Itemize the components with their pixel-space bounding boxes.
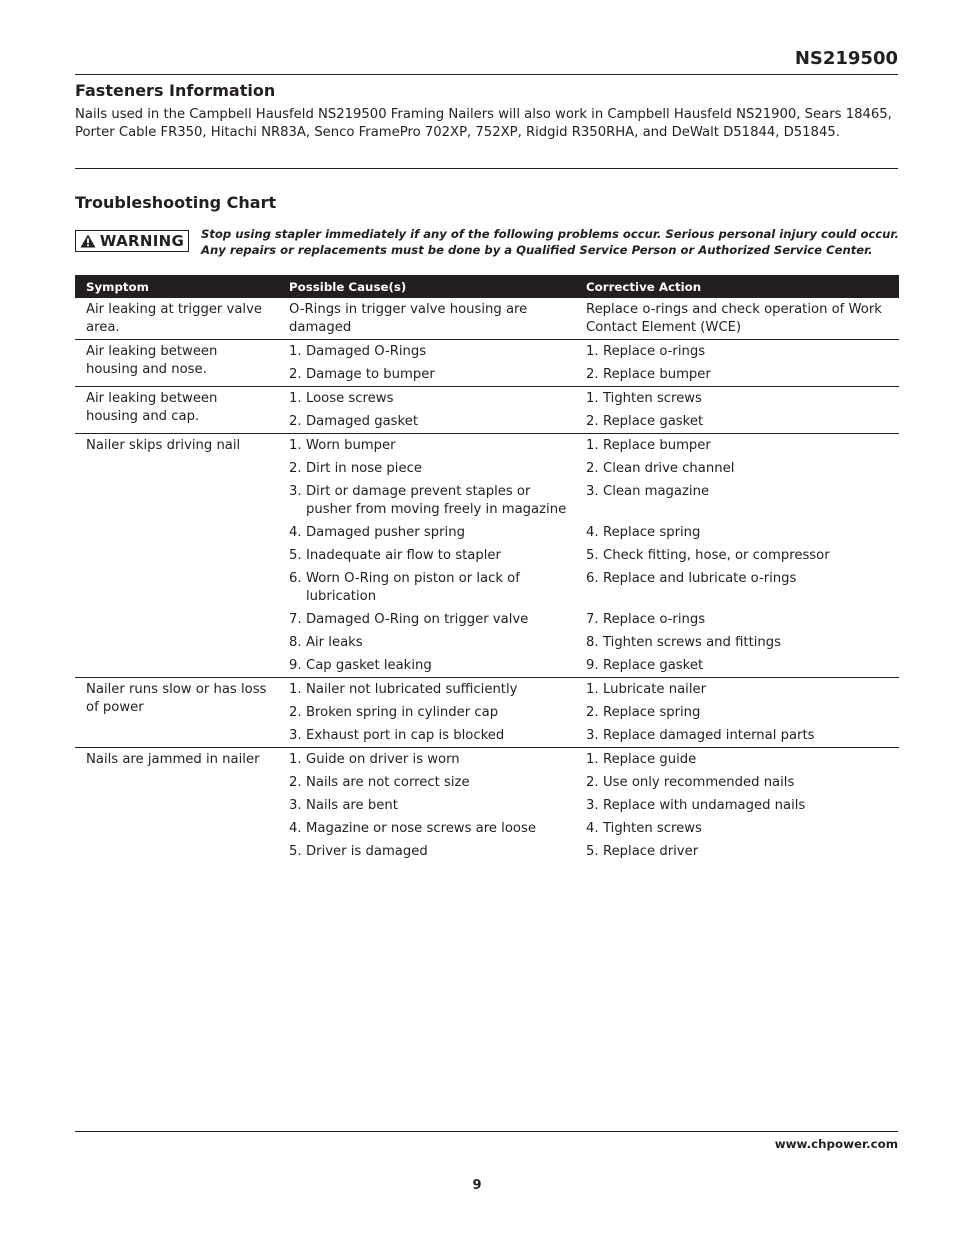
action-text: Replace gasket [603,658,704,673]
action-number: 6. [586,571,599,586]
cause-item [283,657,580,675]
cause-cell [283,748,580,864]
column-header-actions: Corrective Action [580,275,899,298]
cause-item [283,727,580,745]
action-number: 9. [586,658,599,673]
cause-number: 3. [289,798,302,813]
cause-number: 1. [289,438,302,453]
action-number: 1. [586,438,599,453]
cause-item [283,774,580,792]
cause-text: Loose screws [306,391,394,406]
symptom-cell: Air leaking between housing and cap. [75,387,283,434]
cause-number: 4. [289,525,302,540]
action-item [580,634,899,652]
action-text: Replace o-rings [603,344,706,359]
warning-text [201,226,901,258]
symptom-cell: Nails are jammed in nailer [86,752,260,767]
cause-number: 2. [289,414,302,429]
cause-item [283,611,580,629]
cause-cell [283,434,580,678]
action-number: 2. [586,367,599,382]
column-header-symptom: Symptom [75,275,283,298]
cause-text: Damaged pusher spring [306,525,465,540]
header-divider [75,74,898,75]
action-text: Tighten screws and fittings [603,635,782,650]
cause-number: 1. [289,391,302,406]
cause-item [283,524,580,542]
cause-text: Cap gasket leaking [306,658,432,673]
action-text: Replace spring [603,525,701,540]
cause-number: 2. [289,461,302,476]
action-cell [580,340,899,387]
action-cell [580,678,899,748]
cause-text: Damaged O-Rings [306,344,427,359]
troubleshooting-table [75,275,899,863]
action-text: Clean drive channel [603,461,735,476]
action-text: Replace o-rings [603,612,706,627]
cause-item [283,483,580,519]
cause-text: Worn bumper [306,438,396,453]
action-cell [580,298,899,340]
action-number: 1. [586,391,599,406]
action-text: Replace o-rings and check operation of Work Contact Element (WCE) [586,302,882,335]
cause-number: 6. [289,571,302,586]
cause-text: Air leaks [306,635,363,650]
cause-item [283,751,580,769]
symptom-cell: Air leaking at trigger valve area. [75,298,283,340]
table-header-row [75,275,899,298]
warning-label-text: WARNING [99,232,185,250]
cause-number: 2. [289,705,302,720]
action-item [580,570,899,606]
action-text: Replace bumper [603,438,711,453]
action-number: 3. [586,798,599,813]
cause-number: 2. [289,775,302,790]
action-number: 2. [586,414,599,429]
action-text: Replace with undamaged nails [603,798,806,813]
cause-cell [283,340,580,387]
action-item [580,437,899,455]
action-cell [580,387,899,434]
cause-number: 4. [289,821,302,836]
cause-text: Nails are not correct size [306,775,470,790]
troubleshooting-heading: Troubleshooting Chart [75,193,277,212]
action-text: Tighten screws [603,391,702,406]
cause-text: Damage to bumper [306,367,435,382]
action-number: 7. [586,612,599,627]
action-number: 1. [586,344,599,359]
cause-number: 7. [289,612,302,627]
table-row [75,678,899,748]
cause-item [283,413,580,431]
cause-cell [283,387,580,434]
fasteners-heading: Fasteners Information [75,81,276,100]
cause-item [283,681,580,699]
action-item [580,343,899,361]
footer-divider [75,1131,898,1132]
action-item [580,483,899,519]
action-item [580,524,899,542]
action-number: 4. [586,821,599,836]
table-row [75,340,899,387]
symptom-cell: Nailer skips driving nail [75,434,283,678]
action-number: 3. [586,728,599,743]
action-item [580,820,899,838]
action-number: 2. [586,461,599,476]
cause-text: Damaged gasket [306,414,418,429]
cause-text: Nailer not lubricated sufficiently [306,682,518,697]
action-text: Replace driver [603,844,699,859]
action-item [580,704,899,722]
action-text: Check fitting, hose, or compressor [603,548,830,563]
action-cell [580,748,899,864]
action-text: Replace damaged internal parts [603,728,815,743]
cause-text: Broken spring in cylinder cap [306,705,499,720]
action-item [580,547,899,565]
action-item [580,681,899,699]
action-item [580,797,899,815]
cause-text: Nails are bent [306,798,398,813]
model-number: NS219500 [794,48,898,69]
action-text: Lubricate nailer [603,682,707,697]
cause-item [283,547,580,565]
action-number: 1. [586,682,599,697]
table-row [75,748,899,864]
table-row [75,298,899,340]
cause-number: 3. [289,728,302,743]
cause-item [283,437,580,455]
action-item [580,460,899,478]
warning-line-2: Any repairs or replacements must be done by a Qualified Service Person or Authorized Service Center. [201,243,873,257]
cause-item [283,843,580,861]
action-text: Use only recommended nails [603,775,795,790]
cause-item [283,366,580,384]
action-item [580,366,899,384]
action-number: 5. [586,548,599,563]
fasteners-text: Nails used in the Campbell Hausfeld NS219500 Framing Nailers will also work in Campbell Hausfeld NS21900, Sears 18465, Porter Cable FR350, Hitachi NR83A, Senco FramePro 702XP, 752XP, Ridgid R350RHA, and DeWalt D51844, D51845. [75,107,892,140]
column-header-causes: Possible Cause(s) [283,275,580,298]
cause-text: Dirt or damage prevent staples or pusher from moving freely in magazine [306,484,567,517]
action-item [580,751,899,769]
cause-number: 2. [289,367,302,382]
action-number: 1. [586,752,599,767]
cause-number: 1. [289,752,302,767]
action-number: 3. [586,484,599,499]
cause-item [283,460,580,478]
cause-number: 5. [289,548,302,563]
cause-text: Dirt in nose piece [306,461,422,476]
action-item [580,413,899,431]
section-divider [75,168,898,169]
action-text: Clean magazine [603,484,710,499]
table-row [75,434,899,678]
cause-item [283,343,580,361]
action-text: Replace bumper [603,367,711,382]
action-text: Replace spring [603,705,701,720]
cause-text: Magazine or nose screws are loose [306,821,536,836]
action-number: 8. [586,635,599,650]
footer-website: www.chpower.com [774,1137,898,1151]
cause-cell [283,678,580,748]
action-text: Replace and lubricate o-rings [603,571,797,586]
action-number: 2. [586,705,599,720]
cause-item [283,797,580,815]
cause-number: 1. [289,344,302,359]
action-item [580,657,899,675]
cause-item [283,634,580,652]
action-number: 2. [586,775,599,790]
action-text: Replace gasket [603,414,704,429]
warning-label [75,230,189,252]
action-item [580,774,899,792]
table-row [75,387,899,434]
warning-triangle-icon [80,234,96,248]
cause-item [283,704,580,722]
action-cell [580,434,899,678]
cause-number: 1. [289,682,302,697]
action-text: Replace guide [603,752,697,767]
cause-item [283,570,580,606]
warning-line-1: Stop using stapler immediately if any of the following problems occur. Serious personal injury could occur. [201,227,899,241]
cause-text: Driver is damaged [306,844,428,859]
cause-text: Damaged O-Ring on trigger valve [306,612,529,627]
action-item [580,611,899,629]
cause-item [283,390,580,408]
cause-cell [283,298,580,340]
cause-number: 5. [289,844,302,859]
cause-number: 3. [289,484,302,499]
action-item [580,727,899,745]
cause-text: Exhaust port in cap is blocked [306,728,505,743]
action-number: 5. [586,844,599,859]
page-number: 9 [472,1178,482,1193]
symptom-cell: Air leaking between housing and nose. [75,340,283,387]
cause-number: 9. [289,658,302,673]
action-text: Tighten screws [603,821,702,836]
cause-item [283,820,580,838]
cause-text: Inadequate air flow to stapler [306,548,501,563]
cause-text: Guide on driver is worn [306,752,460,767]
cause-text: O-Rings in trigger valve housing are damaged [289,302,528,335]
cause-number: 8. [289,635,302,650]
action-item [580,843,899,861]
symptom-cell: Nailer runs slow or has loss of power [75,678,283,748]
action-item [580,390,899,408]
action-number: 4. [586,525,599,540]
cause-text: Worn O-Ring on piston or lack of lubrication [306,571,520,604]
